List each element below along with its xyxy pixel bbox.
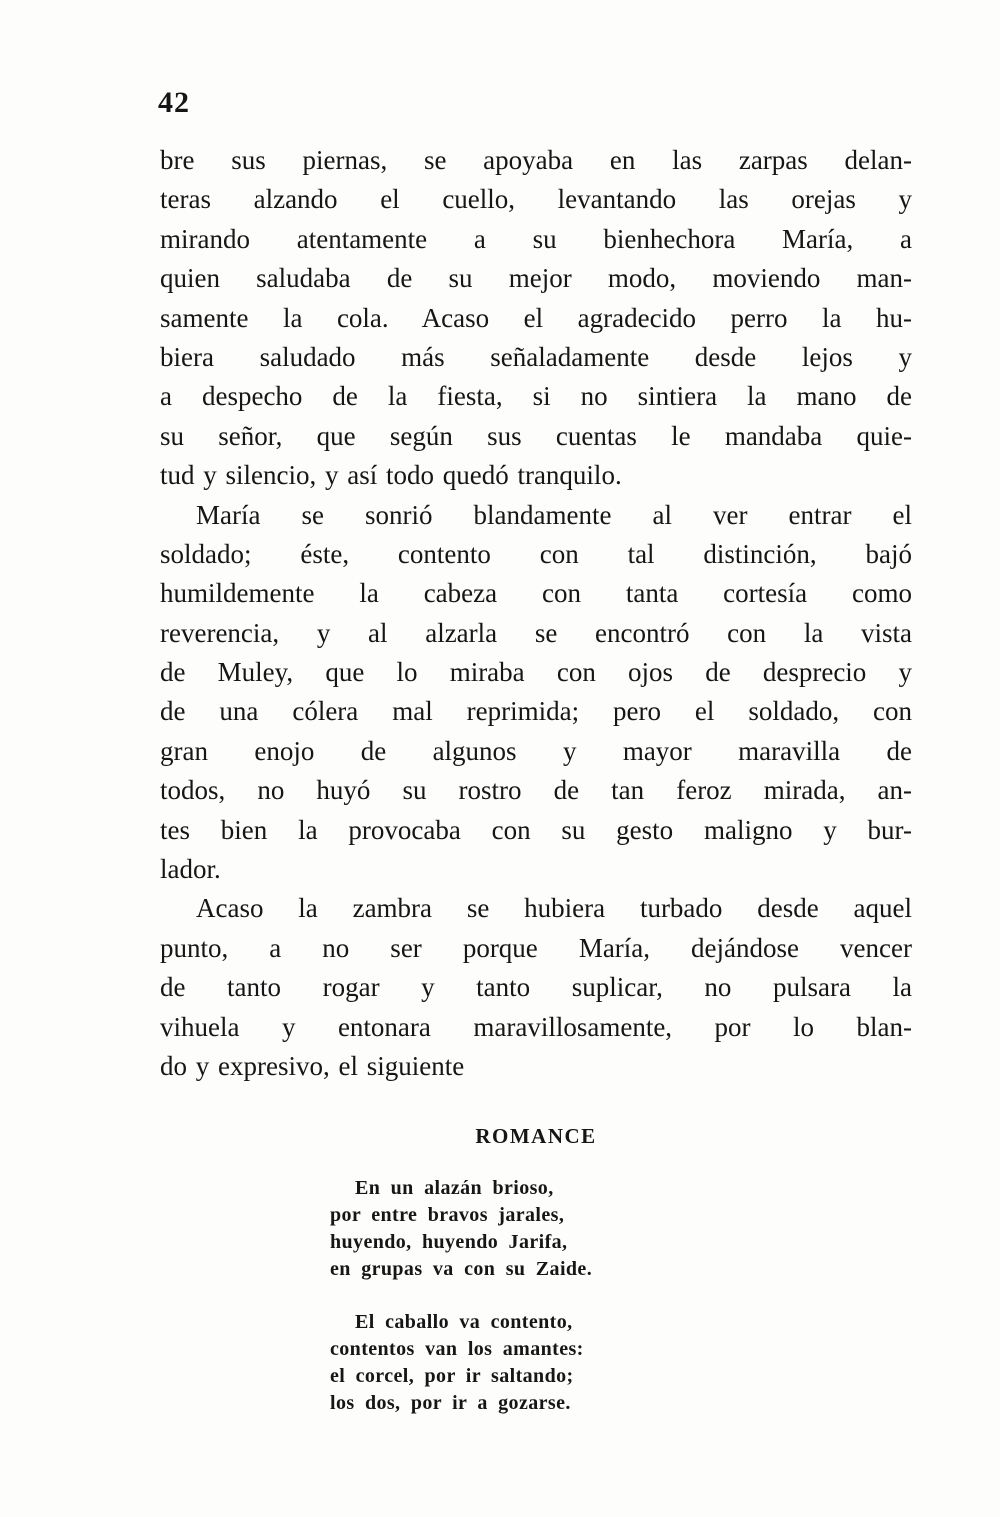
body-line: su señor, que según sus cuentas le mandaba quie- [160,420,912,451]
verse-line: El caballo va contento, [355,1311,573,1334]
verse-line: el corcel, por ir saltando; [330,1365,574,1388]
body-line: bre sus piernas, se apoyaba en las zarpas delan- [160,145,912,175]
body-line-paragraph-end: tud y silencio, y así todo quedó tranquilo. [160,460,622,491]
body-line: humildemente la cabeza con tanta cortesía como [160,578,912,609]
body-line-paragraph-end: do y expresivo, el siguiente [160,1050,465,1081]
verse-line: En un alazán brioso, [355,1177,554,1200]
body-line: de tanto rogar y tanto suplicar, no pulsara la [160,972,912,1003]
body-line: punto, a no ser porque María, dejándose vencer [160,932,912,963]
body-line: gran enojo de algunos y mayor maravilla de [160,735,912,766]
verse-line: los dos, por ir a gozarse. [330,1392,571,1415]
page-number: 42 [158,86,190,119]
romance-heading: ROMANCE [475,1124,597,1149]
body-line: vihuela y entonara maravillosamente, por lo blan- [160,1011,912,1042]
body-line-paragraph-start: María se sonrió blandamente al ver entrar el [196,499,912,530]
verse-line: huyendo, huyendo Jarifa, [330,1231,568,1254]
body-line: de una cólera mal reprimida; pero el soldado, con [160,696,912,727]
body-line: soldado; éste, contento con tal distinción, bajó [160,538,912,569]
body-line: teras alzando el cuello, levantando las orejas y [160,184,912,215]
body-line: quien saludaba de su mejor modo, moviendo man- [160,263,912,294]
body-line: mirando atentamente a su bienhechora María, a [160,223,912,254]
verse-line: por entre bravos jarales, [330,1204,565,1227]
body-line: todos, no huyó su rostro de tan feroz mirada, an- [160,775,912,806]
body-line: biera saludado más señaladamente desde lejos y [160,341,912,372]
body-line: tes bien la provocaba con su gesto maligno y bur- [160,814,912,845]
verse-line: en grupas va con su Zaide. [330,1258,593,1281]
body-line: de Muley, que lo miraba con ojos de desprecio y [160,657,912,688]
body-line-paragraph-start: Acaso la zambra se hubiera turbado desde aquel [196,893,912,924]
romance-stanza-1 [330,1175,912,1283]
text-block [160,141,912,1417]
body-line-paragraph-end: lador. [160,854,221,885]
body-line: samente la cola. Acaso el agradecido perro la hu- [160,302,912,333]
body-line: reverencia, y al alzarla se encontró con la vista [160,617,912,648]
verse-line: contentos van los amantes: [330,1338,584,1361]
body-line: a despecho de la fiesta, si no sintiera la mano de [160,381,912,412]
romance-stanza-2 [330,1309,912,1417]
